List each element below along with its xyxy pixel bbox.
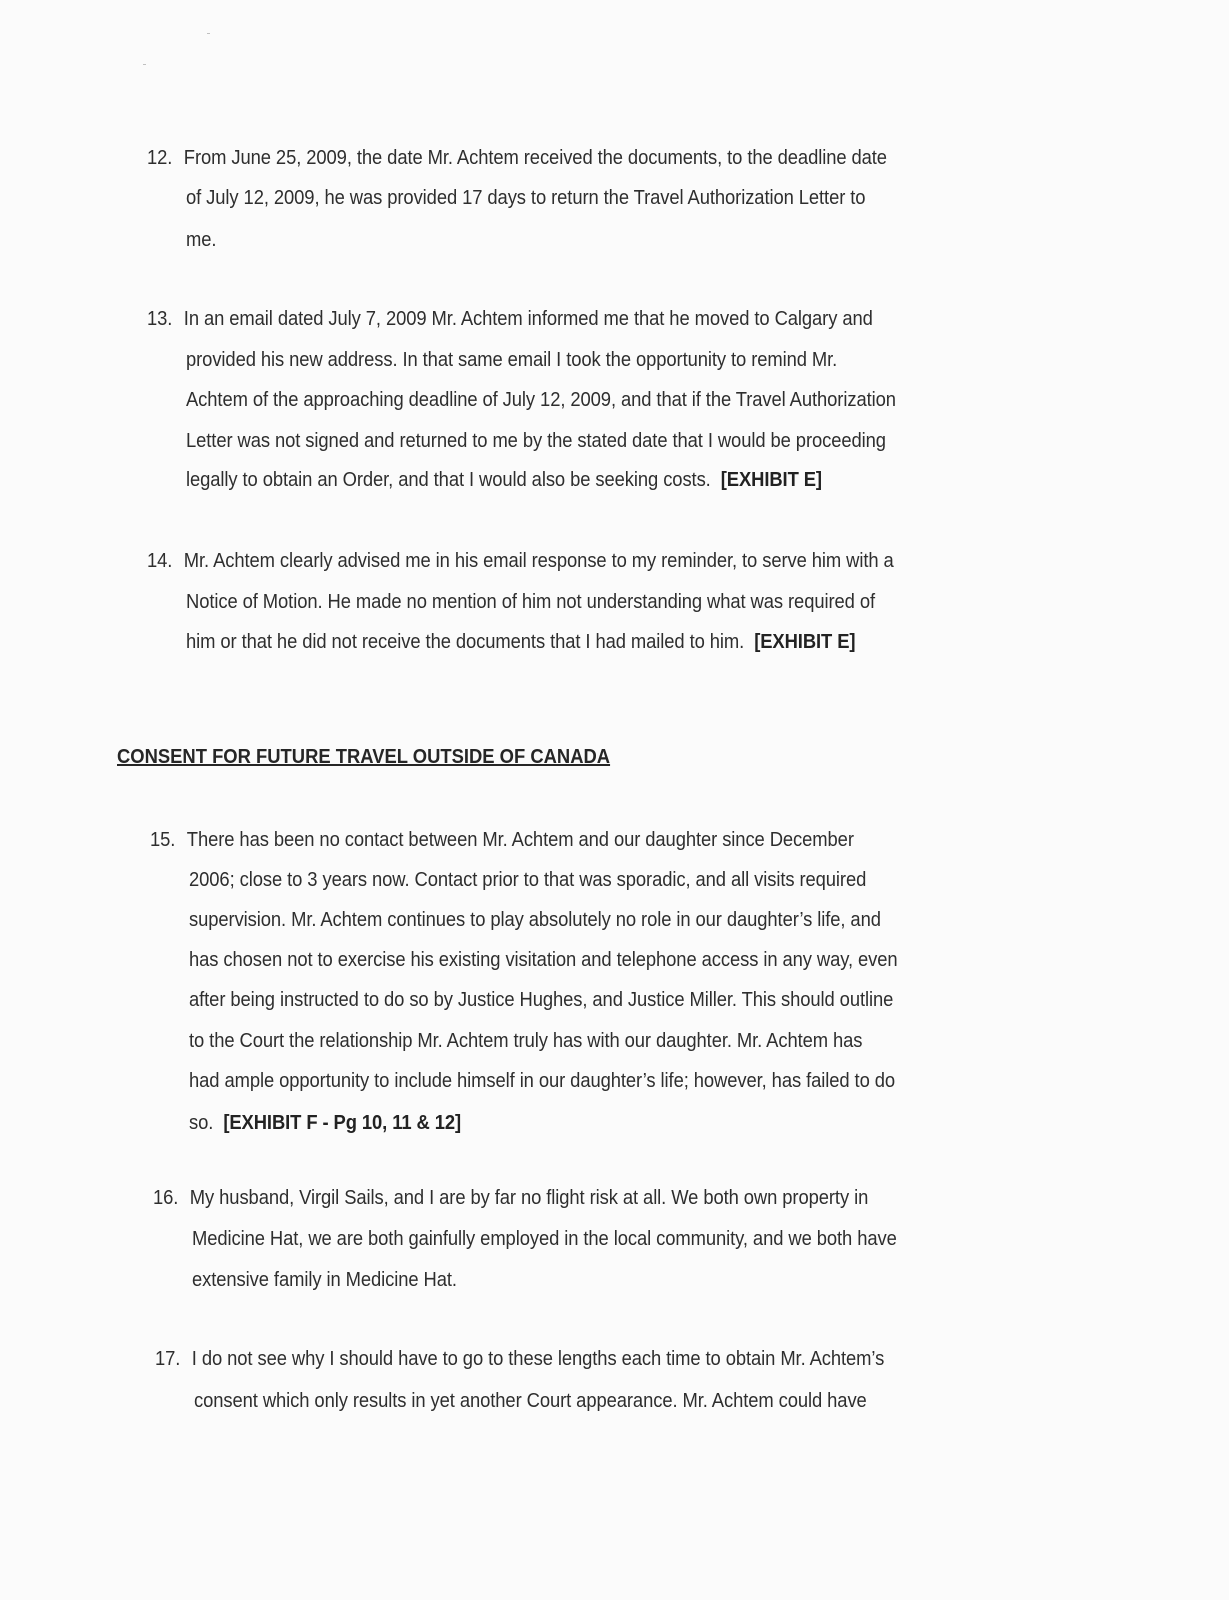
paragraph-line: supervision. Mr. Achtem continues to play absolutely no role in our daughter’s life, and [189, 909, 881, 931]
paragraph-number: 12. [147, 147, 173, 169]
paragraph-line: 15. There has been no contact between Mr. Achtem and our daughter since December [150, 829, 854, 851]
paragraph-line: me. [186, 229, 217, 251]
paragraph-line: extensive family in Medicine Hat. [192, 1269, 457, 1291]
paragraph-line: so. [EXHIBIT F - Pg 10, 11 & 12] [189, 1112, 462, 1134]
paragraph-line: after being instructed to do so by Justice Hughes, and Justice Miller. This should outline [189, 989, 894, 1011]
paragraph-line: 14. Mr. Achtem clearly advised me in his email response to my reminder, to serve him with a [147, 550, 894, 572]
scan-speck [143, 64, 146, 65]
exhibit-reference: [EXHIBIT F - Pg 10, 11 & 12] [223, 1112, 462, 1134]
scan-speck [207, 33, 210, 34]
paragraph-number: 17. [155, 1348, 181, 1370]
paragraph-number: 16. [153, 1187, 179, 1209]
exhibit-reference: [EXHIBIT E] [754, 631, 856, 653]
paragraph-number: 14. [147, 550, 173, 572]
paragraph-line: Notice of Motion. He made no mention of him not understanding what was required of [186, 591, 875, 613]
paragraph-line: Medicine Hat, we are both gainfully employed in the local community, and we both have [192, 1228, 897, 1250]
paragraph-line: 12. From June 25, 2009, the date Mr. Achtem received the documents, to the deadline date [147, 147, 887, 169]
paragraph-line: has chosen not to exercise his existing visitation and telephone access in any way, even [189, 949, 898, 971]
paragraph-line: 16. My husband, Virgil Sails, and I are by far no flight risk at all. We both own property in [153, 1187, 869, 1209]
paragraph-line: legally to obtain an Order, and that I would also be seeking costs. [EXHIBIT E] [186, 469, 822, 491]
paragraph-number: 15. [150, 829, 176, 851]
exhibit-reference: [EXHIBIT E] [720, 469, 822, 491]
paragraph-line: him or that he did not receive the documents that I had mailed to him. [EXHIBIT E] [186, 631, 856, 653]
paragraph-number: 13. [147, 308, 173, 330]
paragraph-line: provided his new address. In that same email I took the opportunity to remind Mr. [186, 349, 838, 371]
paragraph-line: 13. In an email dated July 7, 2009 Mr. Achtem informed me that he moved to Calgary and [147, 308, 873, 330]
paragraph-line: Achtem of the approaching deadline of July 12, 2009, and that if the Travel Authorization [186, 389, 896, 411]
paragraph-line: of July 12, 2009, he was provided 17 days to return the Travel Authorization Letter to [186, 187, 866, 209]
section-heading: CONSENT FOR FUTURE TRAVEL OUTSIDE OF CANADA [117, 746, 611, 768]
paragraph-line: Letter was not signed and returned to me by the stated date that I would be proceeding [186, 430, 886, 452]
paragraph-line: to the Court the relationship Mr. Achtem truly has with our daughter. Mr. Achtem has [189, 1030, 863, 1052]
paragraph-line: 2006; close to 3 years now. Contact prior to that was sporadic, and all visits required [189, 869, 867, 891]
paragraph-line: had ample opportunity to include himself in our daughter’s life; however, has failed to do [189, 1070, 896, 1092]
paragraph-line: consent which only results in yet another Court appearance. Mr. Achtem could have [194, 1390, 867, 1412]
paragraph-line: 17. I do not see why I should have to go to these lengths each time to obtain Mr. Achtem’s [155, 1348, 885, 1370]
